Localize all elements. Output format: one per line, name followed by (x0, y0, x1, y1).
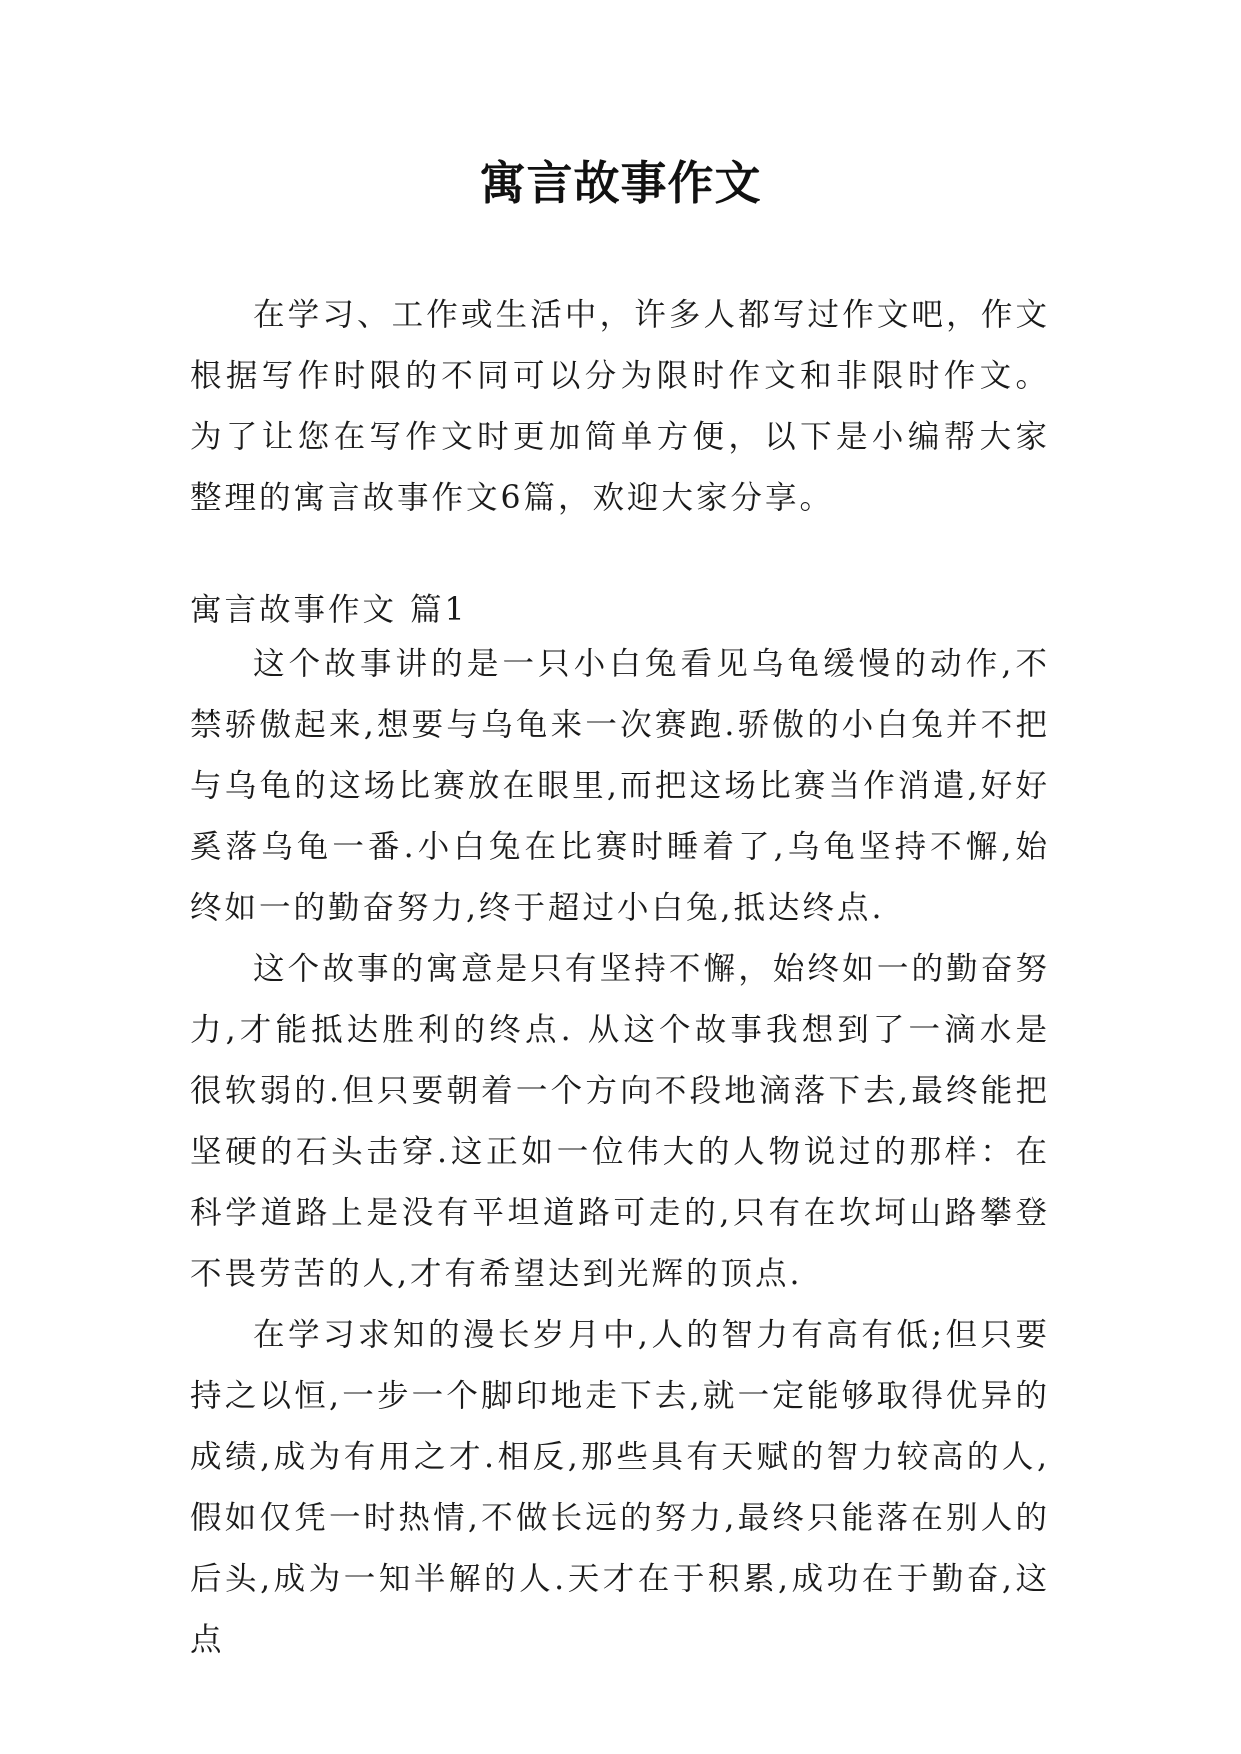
paragraph: 这个故事的寓意是只有坚持不懈，始终如一的勤奋努力,才能抵达胜利的终点. 从这个故事我想到了一滴水是很软弱的.但只要朝着一个方向不段地滴落下去,最终能把坚硬的石头击穿.这正如一位伟大的人物说过的那样：在科学道路上是没有平坦道路可走的,只有在坎坷山路攀登不畏劳苦的人,才有希望达到光辉的顶点. (190, 951, 1050, 1292)
document-title: 寓言故事作文 (479, 156, 762, 210)
section-heading: 寓言故事作文 篇1 (190, 592, 468, 628)
intro-paragraph: 在学习、工作或生活中，许多人都写过作文吧，作文根据写作时限的不同可以分为限时作文和非限时作文。为了让您在写作文时更加简单方便，以下是小编帮大家整理的寓言故事作文6篇，欢迎大家分享。 (190, 297, 1050, 516)
paragraph: 在学习求知的漫长岁月中,人的智力有高有低;但只要持之以恒,一步一个脚印地走下去,就一定能够取得优异的成绩,成为有用之才.相反,那些具有天赋的智力较高的人,假如仅凭一时热情,不做长远的努力,最终只能落在别人的后头,成为一知半解的人.天才在于积累,成功在于勤奋,这点 (190, 1317, 1050, 1658)
article-body (190, 634, 1050, 1671)
paragraph: 这个故事讲的是一只小白兔看见乌龟缓慢的动作,不禁骄傲起来,想要与乌龟来一次赛跑.骄傲的小白兔并不把与乌龟的这场比赛放在眼里,而把这场比赛当作消遣,好好奚落乌龟一番.小白兔在比赛时睡着了,乌龟坚持不懈,始终如一的勤奋努力,终于超过小白兔,抵达终点. (190, 646, 1050, 926)
intro-block (190, 285, 1050, 529)
